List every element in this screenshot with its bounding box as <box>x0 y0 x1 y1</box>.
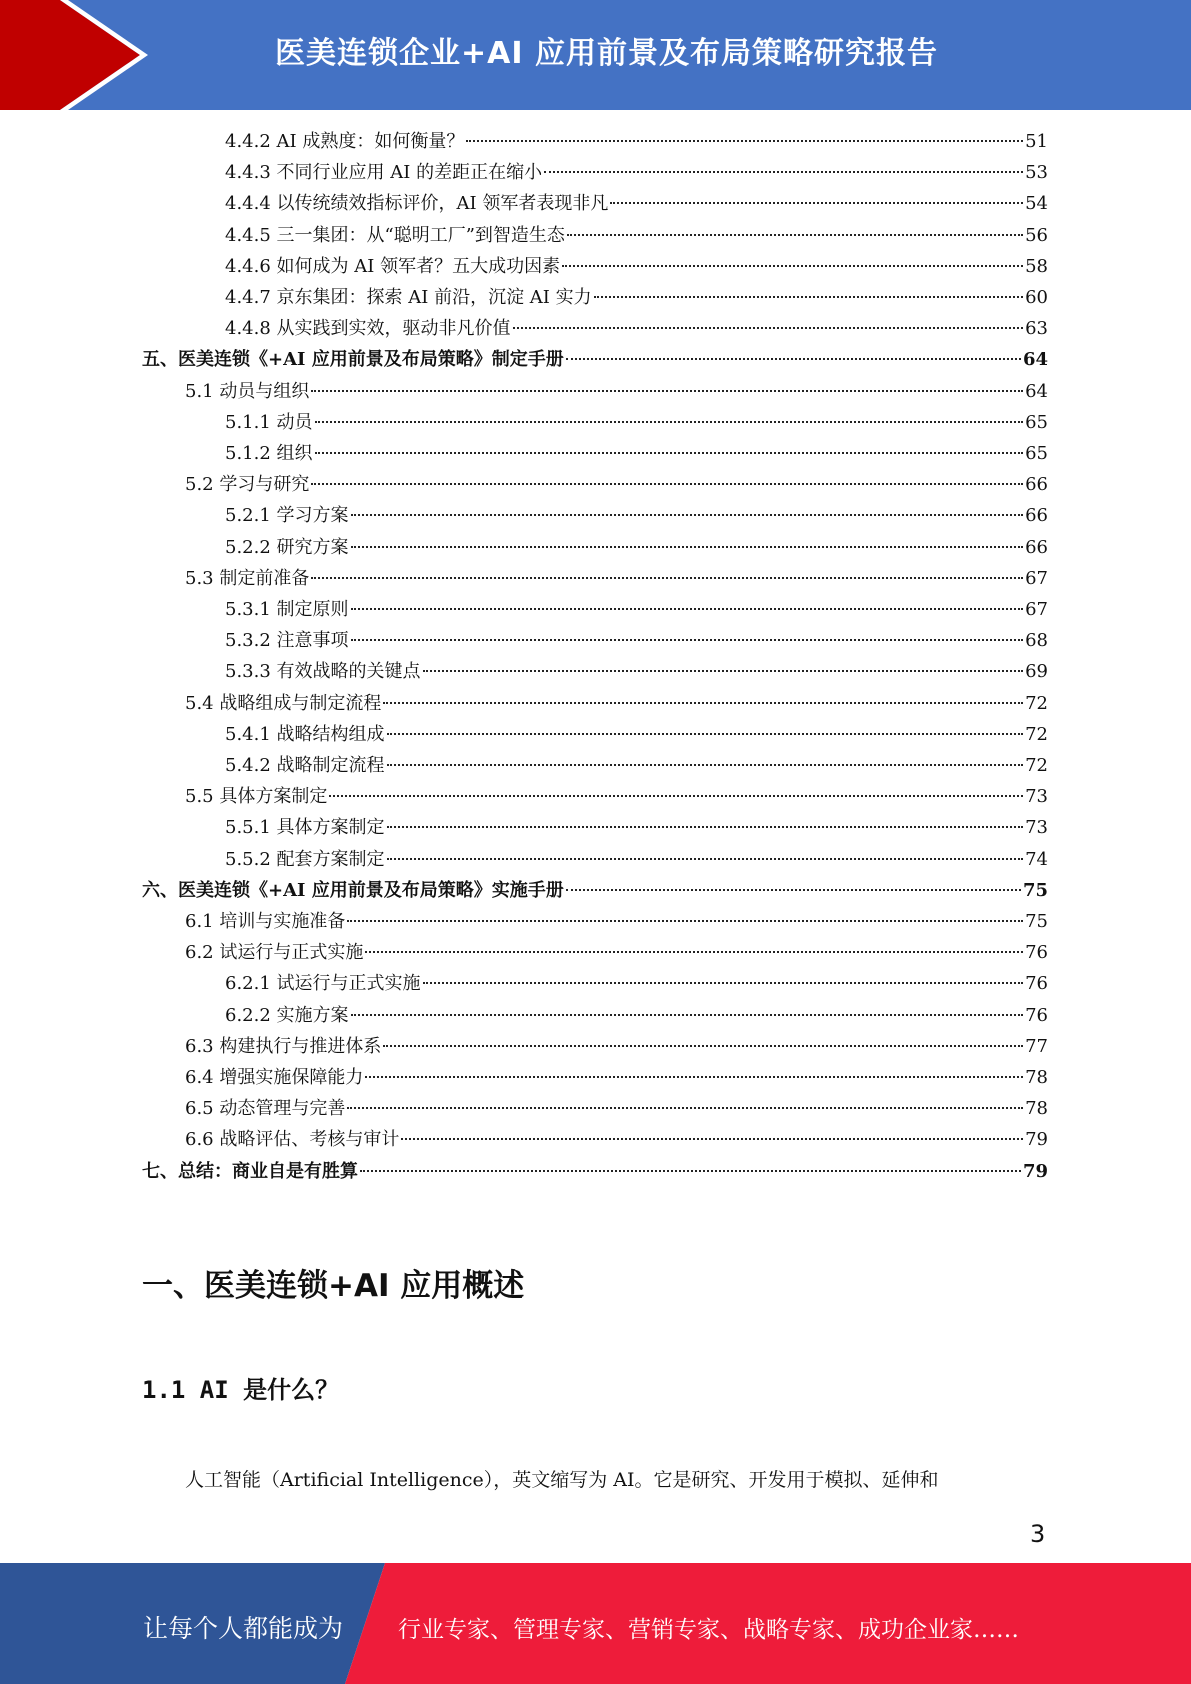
toc-entry-page: 73 <box>1025 786 1048 808</box>
toc-entry-page: 78 <box>1025 1067 1048 1088</box>
subsection-heading: 1.1 AI 是什么？ <box>142 1376 340 1404</box>
toc-entry[interactable] <box>185 1064 1048 1092</box>
toc-entry-label: 5.2.1 学习方案 <box>225 505 349 527</box>
toc-entry-page: 56 <box>1025 224 1048 246</box>
toc-entry[interactable] <box>185 939 1048 967</box>
toc-leader-dots <box>311 577 1023 579</box>
toc-leader-dots <box>513 327 1024 329</box>
toc-entry-label: 5.1 动员与组织 <box>185 380 310 402</box>
toc-entry[interactable] <box>185 783 1048 811</box>
toc-entry-page: 75 <box>1025 911 1048 932</box>
toc-entry-label: 6.3 构建执行与推进体系 <box>185 1035 382 1057</box>
toc-entry[interactable] <box>225 253 1048 281</box>
toc-leader-dots <box>351 514 1024 516</box>
toc-leader-dots <box>466 140 1023 142</box>
toc-entry[interactable] <box>185 471 1048 499</box>
toc-entry-page: 53 <box>1025 162 1048 184</box>
toc-entry-label: 5.4.2 战略制定流程 <box>225 755 385 776</box>
toc-entry-label: 4.4.7 京东集团：探索 AI 前沿，沉淀 AI 实力 <box>225 287 592 308</box>
toc-entry-label: 4.4.3 不同行业应用 AI 的差距正在缩小 <box>225 162 543 184</box>
toc-entry-label: 5.1.2 组织 <box>225 443 313 464</box>
toc-entry-label: 五、医美连锁《+AI 应用前景及布局策略》制定手册 <box>142 349 564 371</box>
toc-entry[interactable] <box>185 1126 1048 1154</box>
page-number: 3 <box>1030 1520 1046 1548</box>
toc-entry-page: 74 <box>1025 848 1048 870</box>
toc-entry-label: 5.5.2 配套方案制定 <box>225 848 385 870</box>
toc-leader-dots <box>347 920 1023 922</box>
toc-entry-label: 4.4.4 以传统绩效指标评价，AI 领军者表现非凡 <box>225 193 609 215</box>
toc-leader-dots <box>594 296 1023 298</box>
toc-entry-label: 5.1.1 动员 <box>225 411 313 433</box>
toc-entry-page: 66 <box>1025 536 1048 558</box>
toc-entry-page: 67 <box>1025 567 1048 589</box>
toc-entry[interactable] <box>225 1002 1048 1030</box>
chevron-arrow-icon <box>0 0 150 110</box>
toc-entry-page: 63 <box>1025 318 1048 340</box>
toc-leader-dots <box>351 639 1024 641</box>
toc-leader-dots <box>329 795 1023 797</box>
toc-leader-dots <box>544 171 1023 173</box>
toc-entry-page: 67 <box>1025 599 1048 620</box>
toc-entry-page: 64 <box>1022 349 1048 371</box>
toc-entry[interactable] <box>225 534 1048 562</box>
toc-leader-dots <box>365 951 1023 953</box>
toc-entry-page: 72 <box>1025 755 1048 776</box>
toc-entry-page: 76 <box>1025 942 1048 964</box>
toc-leader-dots <box>610 202 1023 204</box>
toc-entry-label: 6.2 试运行与正式实施 <box>185 942 364 964</box>
toc-entry-page: 72 <box>1025 723 1048 745</box>
toc-entry[interactable] <box>225 752 1048 780</box>
toc-entry-page: 78 <box>1025 1098 1048 1120</box>
toc-entry[interactable] <box>225 284 1048 312</box>
toc-entry[interactable] <box>225 627 1048 655</box>
toc-entry-label: 5.4 战略组成与制定流程 <box>185 692 382 714</box>
toc-entry[interactable] <box>185 565 1048 593</box>
body-paragraph: 人工智能（Artificial Intelligence），英文缩写为 AI。它是研究、开发用于模拟、延伸和 <box>185 1469 939 1491</box>
toc-leader-dots <box>383 702 1023 704</box>
toc-entry[interactable] <box>185 378 1048 406</box>
toc-entry-label: 5.3.1 制定原则 <box>225 599 349 620</box>
toc-entry-page: 79 <box>1022 1160 1048 1182</box>
toc-entry-label: 六、医美连锁《+AI 应用前景及布局策略》实施手册 <box>142 879 564 901</box>
toc-entry-page: 66 <box>1025 505 1048 527</box>
toc-entry-page: 76 <box>1025 1004 1048 1026</box>
toc-entry-page: 51 <box>1025 131 1048 152</box>
toc-leader-dots <box>347 1107 1023 1109</box>
toc-leader-dots <box>562 265 1023 267</box>
toc-entry-label: 6.4 增强实施保障能力 <box>185 1067 364 1088</box>
toc-entry[interactable] <box>225 596 1048 624</box>
toc-entry-label: 6.2.1 试运行与正式实施 <box>225 973 421 995</box>
section-heading: 一、医美连锁+AI 应用概述 <box>142 1268 525 1304</box>
toc-leader-dots <box>351 546 1024 548</box>
toc-leader-dots <box>567 234 1023 236</box>
toc-entry-page: 65 <box>1025 411 1048 433</box>
toc-leader-dots <box>401 1138 1023 1140</box>
toc-leader-dots <box>383 1045 1023 1047</box>
toc-entry-page: 68 <box>1025 630 1048 652</box>
toc-entry-label: 4.4.5 三一集团：从“聪明工厂”到智造生态 <box>225 224 565 246</box>
toc-entry-label: 七、总结：商业自是有胜算 <box>142 1160 358 1182</box>
toc-leader-dots <box>351 608 1024 610</box>
toc-entry[interactable] <box>225 970 1048 998</box>
toc-entry[interactable] <box>225 315 1048 343</box>
toc-leader-dots <box>315 421 1024 423</box>
toc-leader-dots <box>351 1014 1024 1016</box>
toc-entry-page: 75 <box>1022 879 1048 901</box>
toc-entry[interactable] <box>225 721 1048 749</box>
toc-leader-dots <box>566 889 1021 891</box>
toc-entry-page: 79 <box>1025 1129 1048 1151</box>
toc-leader-dots <box>423 670 1024 672</box>
toc-leader-dots <box>387 858 1024 860</box>
toc-entry-label: 5.3 制定前准备 <box>185 567 310 589</box>
toc-entry-page: 72 <box>1025 692 1048 714</box>
toc-entry[interactable] <box>225 190 1048 218</box>
toc-leader-dots <box>311 390 1023 392</box>
toc-leader-dots <box>360 1170 1021 1172</box>
toc-entry-page: 76 <box>1025 973 1048 995</box>
toc-entry-page: 54 <box>1025 193 1048 215</box>
toc-leader-dots <box>387 826 1024 828</box>
toc-entry-label: 6.2.2 实施方案 <box>225 1004 349 1026</box>
toc-entry[interactable] <box>225 502 1048 530</box>
toc-leader-dots <box>315 452 1024 454</box>
toc-entry-label: 6.1 培训与实施准备 <box>185 911 346 932</box>
toc-leader-dots <box>365 1076 1023 1078</box>
toc-entry[interactable] <box>142 1158 1048 1186</box>
toc-entry-page: 77 <box>1025 1035 1048 1057</box>
toc-leader-dots <box>387 764 1024 766</box>
toc-entry[interactable] <box>142 877 1048 905</box>
toc-entry-label: 6.5 动态管理与完善 <box>185 1098 346 1120</box>
toc-entry-page: 64 <box>1025 380 1048 402</box>
toc-entry[interactable] <box>185 1095 1048 1123</box>
toc-entry-page: 73 <box>1025 817 1048 839</box>
toc-entry-page: 66 <box>1025 474 1048 496</box>
toc-entry-label: 5.4.1 战略结构组成 <box>225 723 385 745</box>
toc-entry-label: 5.2 学习与研究 <box>185 474 310 496</box>
toc-entry-label: 6.6 战略评估、考核与审计 <box>185 1129 400 1151</box>
toc-entry-label: 5.5.1 具体方案制定 <box>225 817 385 839</box>
page-header <box>0 0 1191 110</box>
toc-leader-dots <box>566 358 1021 360</box>
toc-entry[interactable] <box>185 690 1048 718</box>
toc-entry-page: 58 <box>1025 255 1048 277</box>
toc-leader-dots <box>311 483 1023 485</box>
toc-entry[interactable] <box>225 409 1048 437</box>
toc-entry[interactable] <box>185 1033 1048 1061</box>
toc-entry-label: 5.3.2 注意事项 <box>225 630 349 652</box>
toc-entry-label: 4.4.2 AI 成熟度：如何衡量？ <box>225 131 465 152</box>
toc-entry[interactable] <box>225 814 1048 842</box>
toc-entry[interactable] <box>225 128 1048 156</box>
toc-entry[interactable] <box>225 159 1048 187</box>
toc-entry[interactable] <box>225 658 1048 686</box>
toc-entry-page: 60 <box>1025 287 1048 308</box>
toc-entry-label: 4.4.8 从实践到实效，驱动非凡价值 <box>225 318 511 340</box>
toc-entry-label: 5.3.3 有效战略的关键点 <box>225 661 421 683</box>
footer-slogan-right: 行业专家、管理专家、营销专家、战略专家、成功企业家…… <box>398 1617 1019 1643</box>
toc-entry-page: 69 <box>1025 661 1048 683</box>
toc-entry-label: 5.5 具体方案制定 <box>185 786 328 808</box>
toc-entry[interactable] <box>225 846 1048 874</box>
toc-entry[interactable] <box>142 346 1048 374</box>
report-title: 医美连锁企业+AI 应用前景及布局策略研究报告 <box>275 36 938 71</box>
toc-leader-dots <box>423 982 1024 984</box>
toc-entry[interactable] <box>225 440 1048 468</box>
toc-entry[interactable] <box>185 908 1048 936</box>
toc-entry-label: 5.2.2 研究方案 <box>225 536 349 558</box>
toc-leader-dots <box>387 733 1024 735</box>
toc-entry[interactable] <box>225 222 1048 250</box>
footer-slogan-left: 让每个人都能成为 <box>143 1614 344 1643</box>
toc-entry-label: 4.4.6 如何成为 AI 领军者？五大成功因素 <box>225 255 561 277</box>
toc-entry-page: 65 <box>1025 443 1048 464</box>
page-footer <box>0 1563 1191 1684</box>
